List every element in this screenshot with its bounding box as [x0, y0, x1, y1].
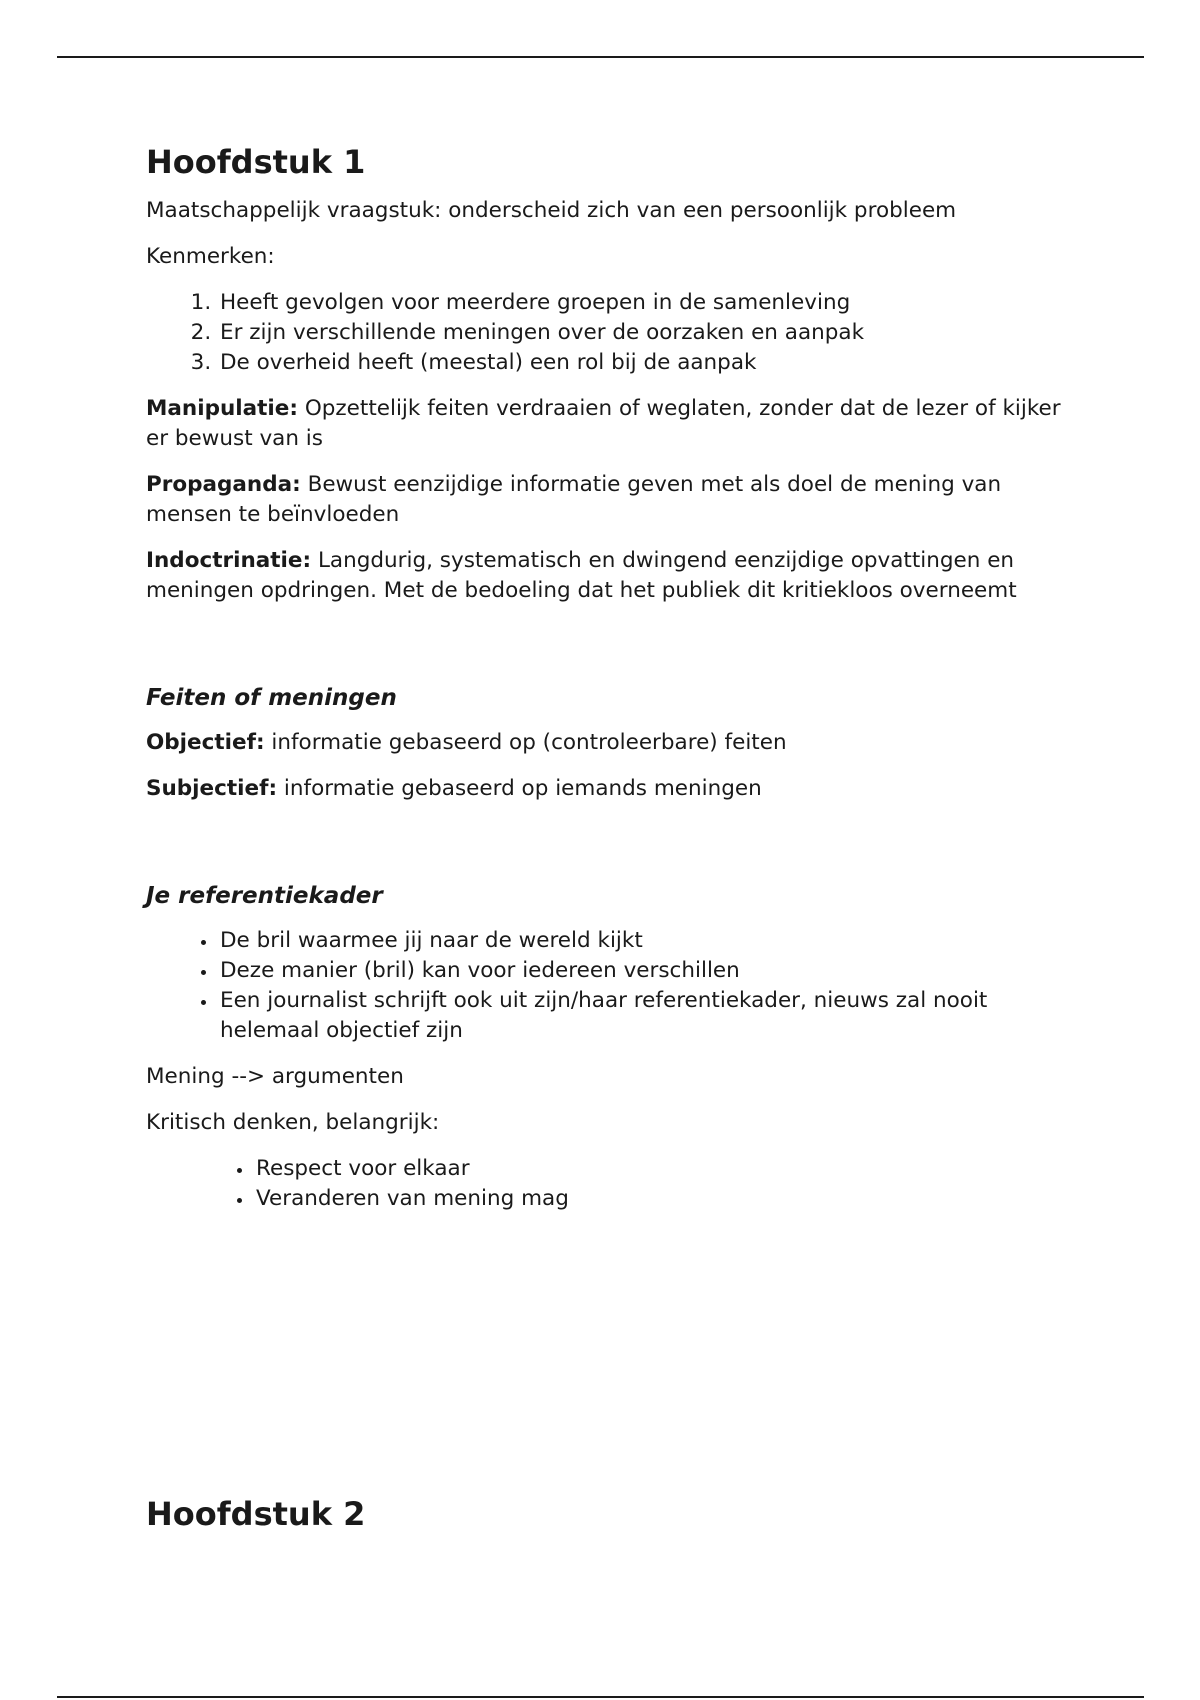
- list-item: • Veranderen van mening mag: [254, 1184, 1066, 1214]
- list-item: 1. Heeft gevolgen voor meerdere groepen in de samenleving: [218, 288, 1066, 318]
- kenmerken-label: Kenmerken:: [146, 244, 275, 269]
- list-item: 2. Er zijn verschillende meningen over de oorzaken en aanpak: [218, 318, 1066, 348]
- feiten-heading: Feiten of meningen: [146, 685, 397, 711]
- list-item: • Een journalist schrijft ook uit zijn/haar referentiekader, nieuws zal nooit helemaal objectief zijn: [218, 986, 1066, 1046]
- definition-term: Propaganda:: [146, 472, 301, 497]
- definition-term: Indoctrinatie:: [146, 548, 312, 573]
- kritisch-label: Kritisch denken, belangrijk:: [146, 1110, 440, 1135]
- referentiekader-list: [146, 926, 1066, 1046]
- mening-line: Mening --> argumenten: [146, 1064, 404, 1089]
- kenmerken-list: [146, 288, 1066, 378]
- definition-term: Objectief:: [146, 730, 265, 755]
- definition-text: Bewust eenzijdige informatie geven met als doel de mening van mensen te beïnvloeden: [146, 472, 1002, 527]
- definition-manipulatie: [146, 394, 1066, 454]
- definition-text: informatie gebaseerd op iemands meningen: [277, 776, 762, 801]
- definition-propaganda: [146, 470, 1066, 530]
- definition-text: informatie gebaseerd op (controleerbare) feiten: [264, 730, 787, 755]
- definition-subjectief: [146, 774, 1066, 804]
- definition-term: Subjectief:: [146, 776, 278, 801]
- definition-objectief: [146, 728, 1066, 758]
- chapter-2-heading: Hoofdstuk 2: [146, 1495, 366, 1533]
- chapter-1-heading: Hoofdstuk 1: [146, 143, 366, 181]
- referentiekader-heading: Je referentiekader: [146, 883, 383, 909]
- definition-indoctrinatie: [146, 546, 1066, 606]
- definition-term: Manipulatie:: [146, 396, 298, 421]
- bottom-rule: [57, 1696, 1144, 1698]
- kritisch-list: [146, 1154, 1066, 1214]
- intro-paragraph: Maatschappelijk vraagstuk: onderscheid zich van een persoonlijk probleem: [146, 198, 957, 223]
- document-body: [146, 140, 1066, 1548]
- list-item: • Respect voor elkaar: [254, 1154, 1066, 1184]
- definition-text: Opzettelijk feiten verdraaien of weglaten, zonder dat de lezer of kijker er bewust van is: [146, 396, 1061, 451]
- list-item: 3. De overheid heeft (meestal) een rol bij de aanpak: [218, 348, 1066, 378]
- list-item: • Deze manier (bril) kan voor iedereen verschillen: [218, 956, 1066, 986]
- list-item: • De bril waarmee jij naar de wereld kijkt: [218, 926, 1066, 956]
- definition-text: Langdurig, systematisch en dwingend eenzijdige opvattingen en meningen opdringen. Met de bedoeling dat het publiek dit kritiekloos overneemt: [146, 548, 1017, 603]
- top-rule: [57, 56, 1144, 58]
